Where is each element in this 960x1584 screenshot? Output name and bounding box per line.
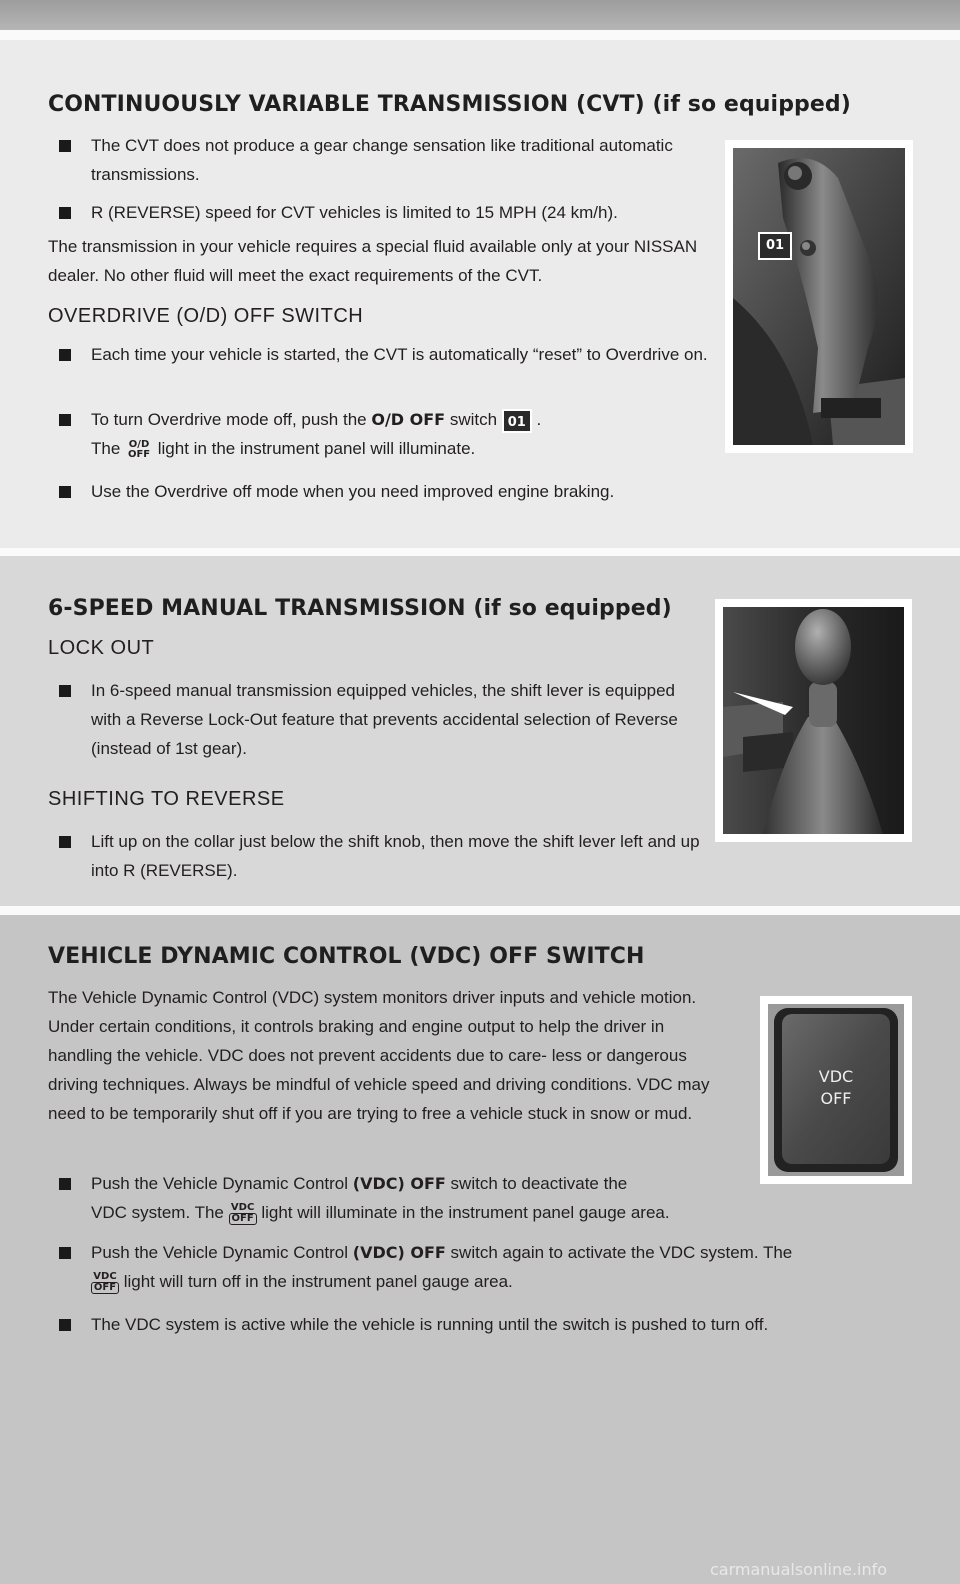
cvt-paragraph: The transmission in your vehicle requires a special fluid available only at your NISSAN dealer. No other fluid will meet the exact requirements of the CVT. xyxy=(48,237,698,285)
vdc-bullet-1 xyxy=(48,1169,768,1227)
vdc-icon-bottom: OFF xyxy=(229,1213,257,1225)
vdc-bullet-1-end: switch to deactivate the xyxy=(445,1174,628,1193)
bullet-square xyxy=(59,140,71,152)
vdc-bullet-2-line2: light will turn off in the instrument panel gauge area. xyxy=(119,1272,513,1291)
cvt-bullet-4-mid: switch xyxy=(445,410,502,429)
vdc-off-bold-label: (VDC) OFF xyxy=(352,1174,446,1193)
cvt-bullet-4-end: . xyxy=(531,410,542,429)
manual-shifter-photo xyxy=(715,599,912,842)
top-divider xyxy=(0,30,960,40)
vdc-bullet-3-text: The VDC system is active while the vehicle is running until the switch is pushed to turn off. xyxy=(91,1315,769,1334)
cvt-bullet-4-line2-end: light in the instrument panel will illuminate. xyxy=(153,439,476,458)
bullet-square xyxy=(59,207,71,219)
cvt-heading: CONTINUOUSLY VARIABLE TRANSMISSION (CVT) (if so equipped) xyxy=(48,92,851,117)
od-icon-top: O/D xyxy=(128,438,150,450)
od-off-subheading: OVERDRIVE (O/D) OFF SWITCH xyxy=(48,305,364,327)
vdc-bullet-1-text: Push the Vehicle Dynamic Control xyxy=(91,1174,353,1193)
manual-bullet-2 xyxy=(48,827,708,885)
cvt-bullet-2-text: R (REVERSE) speed for CVT vehicles is limited to 15 MPH (24 km/h). xyxy=(91,203,618,222)
od-icon-bottom: OFF xyxy=(127,448,151,460)
cvt-bullet-3-text: Each time your vehicle is started, the CVT is automatically “reset” to Overdrive on. xyxy=(91,345,708,364)
bullet-square xyxy=(59,486,71,498)
bullet-square xyxy=(59,685,71,697)
manual-bullet-1-text: In 6-speed manual transmission equipped vehicles, the shift lever is equipped with a Reverse Lock-Out feature that prevents accidental selection of Reverse (instead of 1st gear). xyxy=(91,681,678,758)
vdc-bullet-2-text: Push the Vehicle Dynamic Control xyxy=(91,1243,353,1262)
vdc-switch-label-1: VDC xyxy=(818,1067,854,1086)
vdc-bullet-1-line2: VDC system. The xyxy=(91,1203,229,1222)
shifting-reverse-subheading: SHIFTING TO REVERSE xyxy=(48,788,285,810)
cvt-shifter-photo xyxy=(725,140,913,453)
section-divider-1 xyxy=(0,548,960,556)
cvt-bullet-5 xyxy=(48,477,728,506)
vdc-switch-illustration xyxy=(768,1004,904,1176)
callout-badge-01: 01 xyxy=(502,409,532,433)
cvt-bullet-2 xyxy=(48,198,728,227)
od-off-bold-label: O/D OFF xyxy=(371,410,446,429)
cvt-bullet-4 xyxy=(48,405,728,463)
vdc-bullet-3 xyxy=(48,1310,928,1339)
cvt-bullet-3 xyxy=(48,340,708,369)
vdc-switch-label-2: OFF xyxy=(820,1089,852,1108)
vdc-bullet-2 xyxy=(48,1238,928,1296)
manual-bullet-2-text: Lift up on the collar just below the shift knob, then move the shift lever left and up into R (REVERSE). xyxy=(91,832,700,880)
vdc-switch-photo xyxy=(760,996,912,1184)
top-bar xyxy=(0,0,960,30)
vdc-icon-top-2: VDC xyxy=(93,1270,117,1282)
vdc-heading: VEHICLE DYNAMIC CONTROL (VDC) OFF SWITCH xyxy=(48,944,645,969)
bullet-square xyxy=(59,414,71,426)
vdc-icon-bottom-2: OFF xyxy=(91,1282,119,1294)
cvt-bullet-4-line2: The xyxy=(91,439,126,458)
lock-out-subheading: LOCK OUT xyxy=(48,637,155,659)
vdc-off-indicator-icon-2 xyxy=(91,1272,119,1294)
manual-heading: 6-SPEED MANUAL TRANSMISSION (if so equipped) xyxy=(48,596,672,621)
cvt-bullet-5-text: Use the Overdrive off mode when you need improved engine braking. xyxy=(91,482,615,501)
bullet-square xyxy=(59,836,71,848)
bullet-square xyxy=(59,1247,71,1259)
photo-callout-badge-01: 01 xyxy=(758,232,792,260)
vdc-off-bold-label-2: (VDC) OFF xyxy=(352,1243,446,1262)
watermark: carmanualsonline.info xyxy=(710,1560,888,1579)
cvt-bullet-4-text: To turn Overdrive mode off, push the xyxy=(91,410,372,429)
vdc-icon-top: VDC xyxy=(230,1201,255,1213)
cvt-bullet-1 xyxy=(48,131,698,189)
bullet-square xyxy=(59,1178,71,1190)
cvt-bullet-1-text: The CVT does not produce a gear change sensation like traditional automatic transmissions. xyxy=(91,136,673,184)
cvt-shifter-illustration xyxy=(733,148,905,445)
vdc-off-indicator-icon xyxy=(229,1203,257,1225)
bullet-square xyxy=(59,1319,71,1331)
bullet-square xyxy=(59,349,71,361)
manual-bullet-1 xyxy=(48,676,708,763)
od-off-indicator-icon xyxy=(125,440,153,460)
section-divider-2 xyxy=(0,906,960,915)
manual-shifter-illustration xyxy=(723,607,904,834)
vdc-bullet-1-line2-end: light will illuminate in the instrument panel gauge area. xyxy=(256,1203,670,1222)
vdc-bullet-2-end: switch again to activate the VDC system. The xyxy=(445,1243,793,1262)
vdc-paragraph: The Vehicle Dynamic Control (VDC) system monitors driver inputs and vehicle motion. Under certain conditions, it controls braking and engine output to help the driver in handling the vehicle. VDC does not prevent accidents due to care- less or dangerous driving techniques. Always be mindful of vehicle speed and driving conditions. VDC may need to be temporarily shut off if you are trying to free a vehicle stuck in snow or mud. xyxy=(48,988,710,1123)
